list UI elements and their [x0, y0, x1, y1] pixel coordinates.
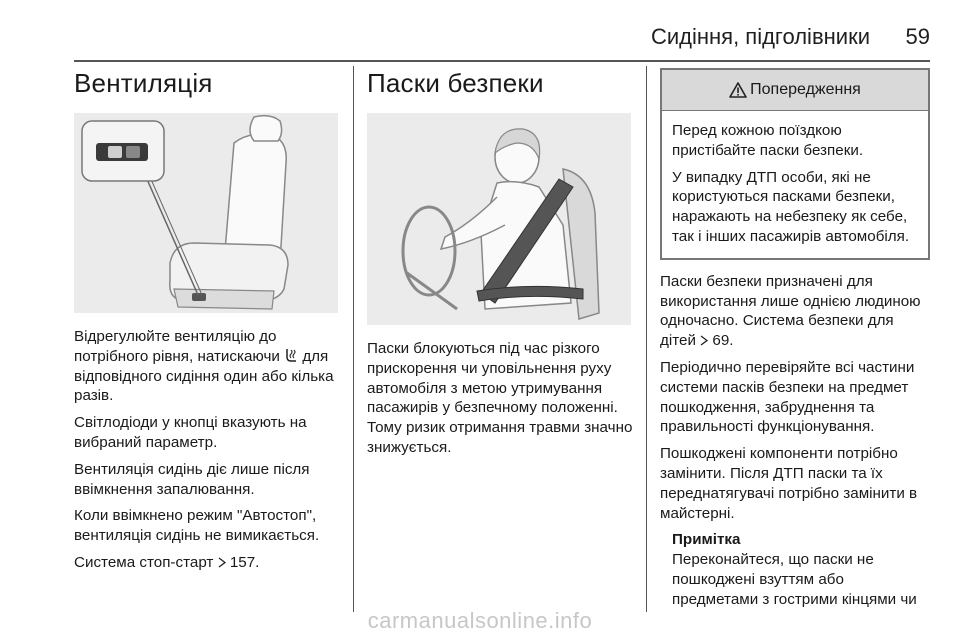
- ventilation-text-1b: для відповідного сидіння один або кілька разів.: [74, 347, 334, 405]
- section-heading-seat-belts: Паски безпеки: [367, 68, 544, 98]
- ventilation-paragraph-1: [74, 327, 342, 406]
- child-restraint-ref-page[interactable]: 69.: [708, 332, 734, 350]
- note-block: [672, 530, 930, 609]
- belts-inspection-paragraph: Періодично перевіряйте всі частини системи пасків безпеки на предмет пошкодження, забруднення та правильності функціонування.: [660, 358, 915, 436]
- warning-paragraph-2: У випадку ДТП особи, які не користуються пасками безпеки, наражають на небезпеку як себе, так і інших пасажирів автомобіля.: [672, 168, 910, 245]
- reference-arrow-icon: [700, 335, 708, 346]
- ventilation-paragraph-2: Світлодіоди у кнопці вказують на вибраний параметр.: [74, 414, 307, 451]
- column-seat-belts: [367, 62, 635, 465]
- stop-start-ref-page[interactable]: 157.: [225, 553, 260, 571]
- page-number: 59: [905, 24, 930, 49]
- column-divider-1: [353, 66, 354, 612]
- seat-belts-paragraph: Паски блокуються під час різкого прискорення чи уповільнення руху автомобіля з метою утримування пасажирів у безпечному положенні. Тому ризик отримання травми значно знижується.: [367, 340, 633, 456]
- warning-paragraph-1: Перед кожною поїздкою пристібайте паски безпеки.: [672, 122, 864, 159]
- warning-triangle-icon: [729, 82, 747, 98]
- belts-usage-paragraph: [660, 272, 930, 351]
- seat-ventilation-icon: [284, 348, 298, 363]
- section-heading-ventilation: Вентиляція: [74, 68, 213, 98]
- warning-box: [660, 68, 930, 260]
- seat-belt-illustration: [367, 113, 631, 325]
- page-header: [0, 0, 960, 62]
- ventilation-paragraph-4: Коли ввімкнено режим "Автостоп", вентиляція сидінь не вимикається.: [74, 507, 320, 545]
- reference-arrow-icon: [218, 557, 226, 568]
- header-section-title: Сидіння, підголівники: [650, 24, 870, 49]
- note-title: Примітка: [672, 531, 741, 549]
- column-ventilation: [74, 62, 342, 580]
- belts-replacement-paragraph: Пошкоджені компоненти потрібно замінити. Після ДТП паски та їх переднатягувачі потрібно замінити в майстерні.: [660, 445, 918, 522]
- column-warnings: [660, 64, 930, 617]
- warning-title: Попередження: [750, 81, 861, 98]
- ventilation-paragraph-5: [74, 553, 342, 573]
- warning-header: [662, 70, 928, 111]
- note-text: Переконайтеся, що паски не пошкоджені взуттям або предметами з гострими кінцями чи: [672, 551, 917, 608]
- stop-start-ref-text: Система стоп-старт: [74, 553, 218, 571]
- seat-ventilation-illustration: [74, 113, 338, 313]
- column-divider-2: [646, 66, 647, 612]
- warning-body: [662, 111, 928, 258]
- watermark: carmanualsonline.info: [367, 608, 593, 633]
- ventilation-paragraph-3: Вентиляція сидінь діє лише після ввімкнення запалювання.: [74, 460, 310, 498]
- belts-usage-text: Паски безпеки призначені для використання лише однією людиною одночасно. Система безпеки для дітей: [660, 272, 921, 350]
- ventilation-text-1a: Відрегулюйте вентиляцію до потрібного рівня, натискаючи: [74, 328, 285, 365]
